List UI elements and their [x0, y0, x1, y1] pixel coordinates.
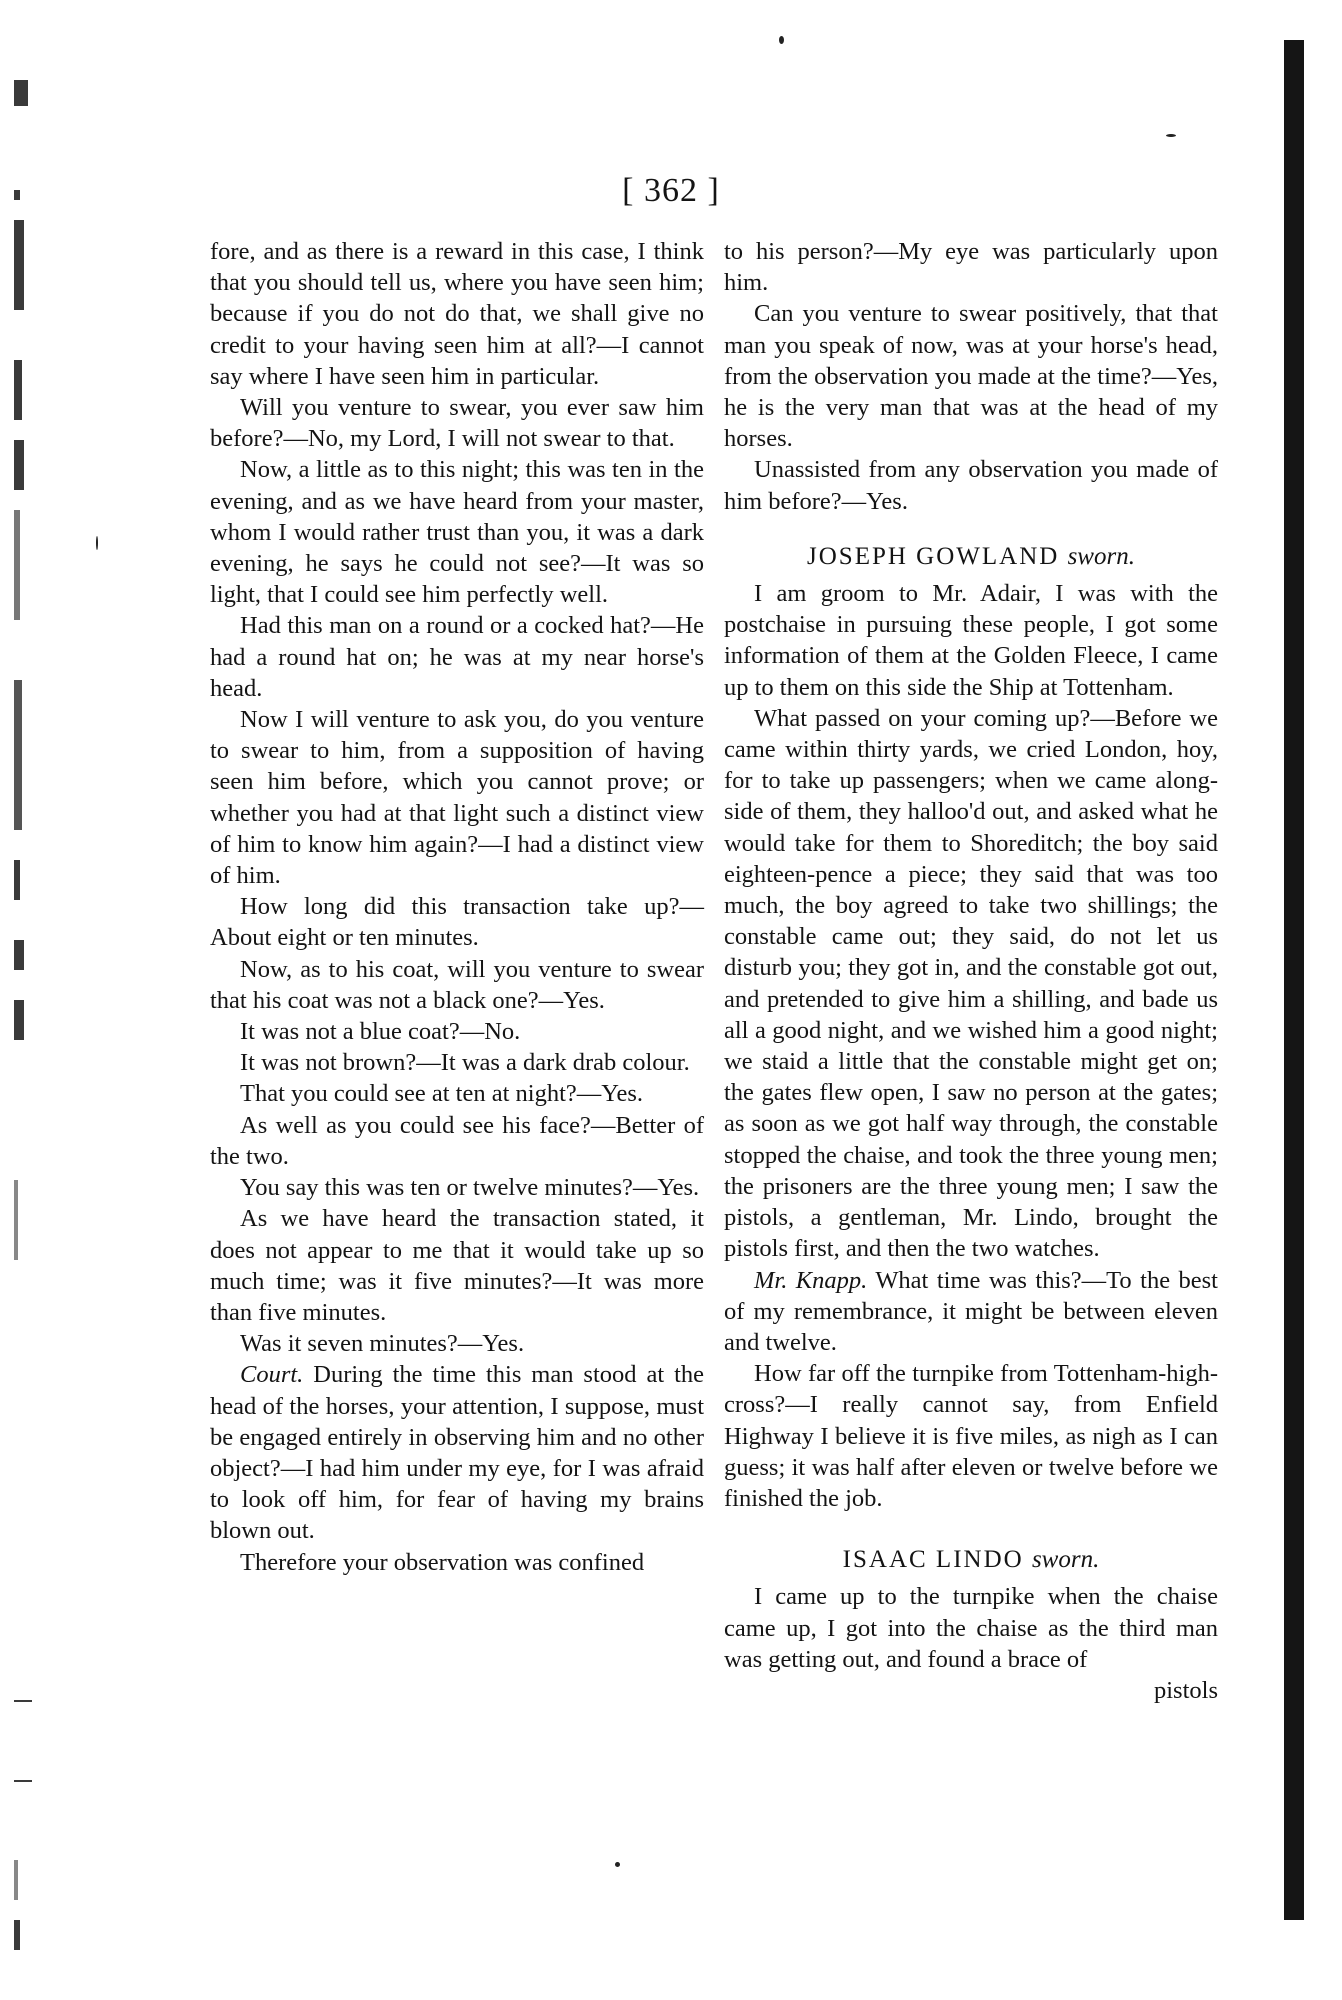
- scan-speck: [1166, 134, 1176, 137]
- catchword: pistols: [1154, 1676, 1218, 1704]
- paragraph: As we have heard the transaction stated, it does not appear to me that it would take up so much time; was it five minutes?—It was more than five minutes.: [210, 1205, 704, 1326]
- paragraph: It was not a blue coat?—No.: [240, 1018, 521, 1046]
- paragraph: Now I will venture to ask you, do you venture to swear to him, from a supposition of having seen him before, which you cannot prove; or whether you had at that light such a distinct view of him to know him again?—I had a distinct view of him.: [210, 706, 704, 890]
- paragraph: How far off the turnpike from Tottenham-high-cross?—I really cannot say, from Enfield Highway I believe it is five miles, as nigh as I can guess; it was half after eleven or twelve before we finished the job.: [724, 1360, 1218, 1512]
- paragraph: I am groom to Mr. Adair, I was with the postchaise in pursuing these people, I got some information of them at the Golden Fleece, I came up to them on this side the Ship at Tottenham.: [724, 580, 1218, 701]
- paragraph: What passed on your coming up?—Before we came within thirty yards, we cried London, hoy, for to take up passengers; when we came along-side of them, they halloo'd out, and asked what he would take for them to Shoreditch; the boy said eighteen-pence a piece; they said that was too much, the boy agreed to take two shillings; the constable came out; they said, do not let us disturb you; they got in, and the constable got out, and pretended to give him a shilling, and bade us all a good night, and we wished him a good night; we staid a little that the constable might get on; the gates flew open, I saw no person at the gates; as soon as we got half way through, the constable stopped the chaise, and took the three young men; the prisoners are the three young men; I saw the pistols, a gentleman, Mr. Lindo, brought the pistols first, and then the two watches.: [724, 704, 1218, 1263]
- sworn-label: sworn.: [1067, 542, 1135, 570]
- paragraph: Had this man on a round or a cocked hat?—He had a round hat on; he was at my near horse's head.: [210, 612, 704, 702]
- scan-edge-noise: [14, 60, 32, 1960]
- sworn-label: sworn.: [1031, 1546, 1100, 1574]
- paragraph: Was it seven minutes?—Yes.: [240, 1330, 525, 1358]
- court-paragraph: [210, 1359, 704, 1546]
- witness-heading: [724, 1544, 1218, 1575]
- paragraph: Now, as to his coat, will you venture to swear that his coat was not a black one?—Yes.: [210, 955, 704, 1014]
- page-number: [ 362 ]: [622, 172, 720, 209]
- knapp-paragraph: [724, 1265, 1218, 1359]
- paragraph-text: What time was this?—To the best of my remembrance, it might be between eleven and twelve.: [724, 1266, 1218, 1356]
- paragraph: Unassisted from any observation you made of him before?—Yes.: [724, 456, 1218, 515]
- paragraph: Will you venture to swear, you ever saw him before?—No, my Lord, I will not swear to that.: [210, 394, 704, 453]
- speaker-label: Mr. Knapp.: [754, 1266, 868, 1294]
- paragraph: Can you venture to swear positively, that that man you speak of now, was at your horse's head, from the observation you made at the time?—Yes, he is the very man that was at the head of my horses.: [724, 300, 1218, 453]
- witness-name: JOSEPH GOWLAND: [807, 542, 1060, 570]
- left-column: [210, 236, 704, 1578]
- paragraph: How long did this transaction take up?—About eight or ten minutes.: [210, 893, 704, 952]
- scan-speck: [96, 536, 98, 550]
- paragraph: As well as you could see his face?—Better of the two.: [210, 1111, 704, 1170]
- witness-heading: [724, 541, 1218, 572]
- paragraph-text: During the time this man stood at the head of the horses, your attention, I suppose, must be engaged entirely in observing him and no other object?—I had him under my eye, for I was afraid to look off him, for fear of having my brains blown out.: [210, 1361, 705, 1545]
- paragraph: That you could see at ten at night?—Yes.: [240, 1080, 644, 1108]
- paragraph: It was not brown?—It was a dark drab colour.: [240, 1049, 690, 1077]
- paragraph: to his person?—My eye was particularly upon him.: [724, 238, 1218, 297]
- witness-name: ISAAC LINDO: [842, 1546, 1024, 1574]
- scan-speck: [615, 1862, 620, 1867]
- paragraph: fore, and as there is a reward in this case, I think that you should tell us, where you have seen him; because if you do not do that, we shall give no credit to your having seen him at all?—I cannot say where I have seen him in particular.: [210, 238, 704, 390]
- scan-edge-bar: [1284, 40, 1304, 1920]
- paragraph: You say this was ten or twelve minutes?—Yes.: [240, 1174, 700, 1202]
- paragraph: I came up to the turnpike when the chaise came up, I got into the chaise as the third man was getting out, and found a brace of: [724, 1583, 1218, 1673]
- scan-speck: [779, 36, 784, 44]
- speaker-label: Court.: [240, 1361, 304, 1389]
- paragraph: Now, a little as to this night; this was ten in the evening, and as we have heard from your master, whom I would rather trust than you, it was a dark evening, he says he could not see?—It was so light, that I could see him perfectly well.: [210, 456, 704, 609]
- right-column: [724, 236, 1218, 1706]
- paragraph: Therefore your observation was confined: [240, 1548, 645, 1576]
